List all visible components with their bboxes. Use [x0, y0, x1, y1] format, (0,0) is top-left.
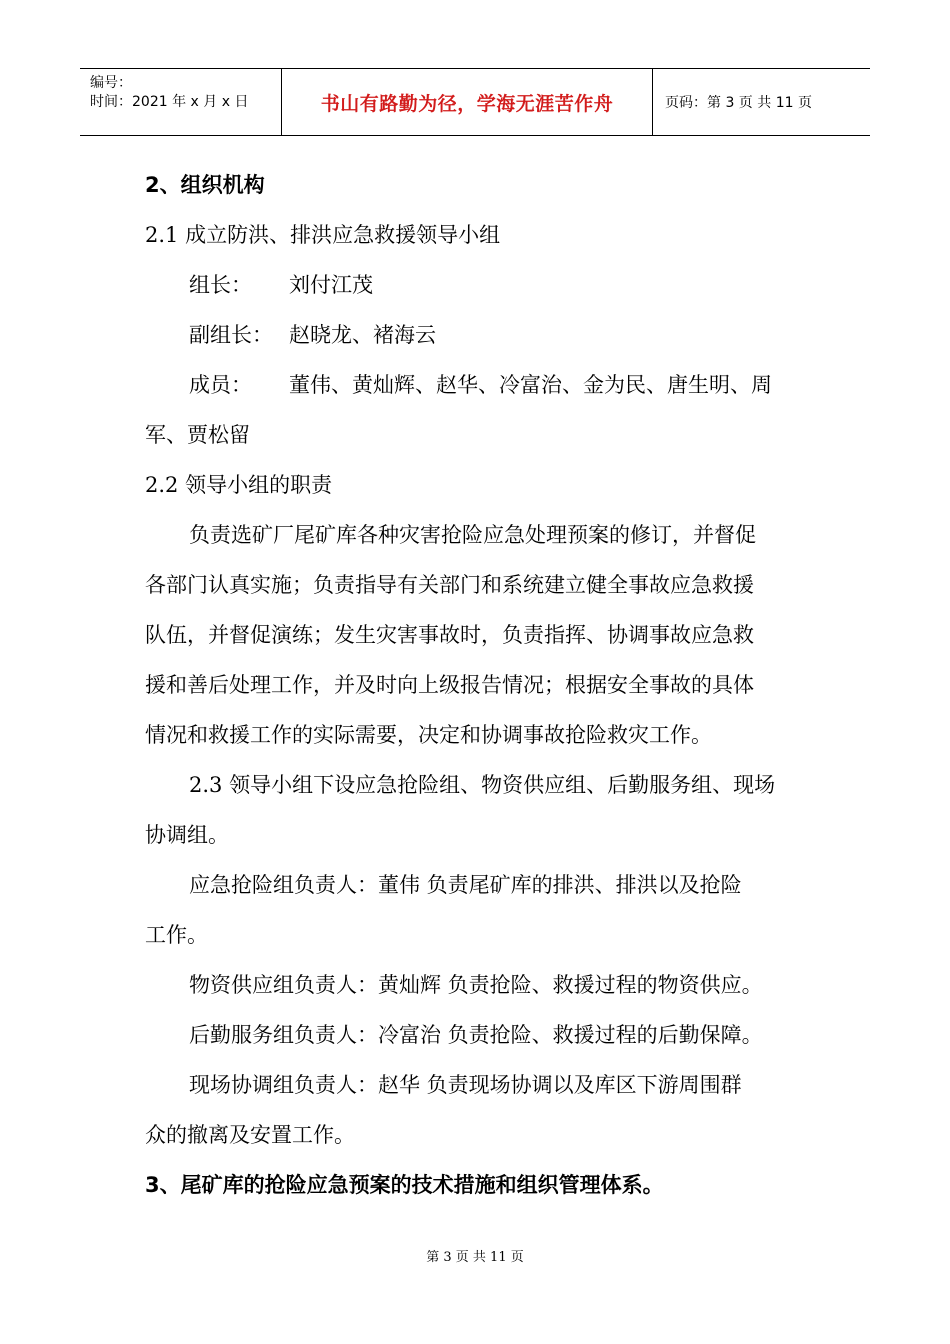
duty-line-3: 队伍，并督促演练；发生灾害事故时，负责指挥、协调事故应急救	[145, 623, 754, 647]
rescue-group-line-2: 工作。	[145, 923, 208, 947]
document-body	[145, 160, 810, 1210]
deputy-value: 赵晓龙、褚海云	[289, 323, 436, 347]
deputy-label: 副组长：	[189, 323, 273, 347]
subsection-2-3-line-1: 2.3 领导小组下设应急抢险组、物资供应组、后勤服务组、现场	[189, 773, 776, 797]
header-page-label: 页码：第 3 页 共 11 页	[665, 95, 812, 111]
deputy-row	[145, 310, 810, 360]
members-value: 董伟、黄灿辉、赵华、冷富治、金为民、唐生明、周	[289, 373, 772, 397]
page-header	[80, 68, 870, 136]
section-2-title: 2、组织机构	[145, 173, 265, 197]
subsection-2-3-line-2: 协调组。	[145, 823, 229, 847]
leader-label: 组长：	[189, 273, 252, 297]
members-continuation: 军、贾松留	[145, 423, 250, 447]
leader-value: 刘付江茂	[289, 273, 373, 297]
coordination-group-line-2: 众的撤离及安置工作。	[145, 1123, 355, 1147]
section-3-title: 3、尾矿库的抢险应急预案的技术措施和组织管理体系。	[145, 1173, 664, 1197]
duty-line-5: 情况和救援工作的实际需要，决定和协调事故抢险救灾工作。	[145, 723, 712, 747]
page-footer: 第 3 页 共 11 页	[426, 1250, 524, 1265]
duty-line-1: 负责选矿厂尾矿库各种灾害抢险应急处理预案的修订，并督促	[189, 523, 756, 547]
members-label: 成员：	[189, 373, 252, 397]
coordination-group-line-1: 现场协调组负责人：赵华 负责现场协调以及库区下游周围群	[189, 1073, 742, 1097]
duty-line-2: 各部门认真实施；负责指导有关部门和系统建立健全事故应急救援	[145, 573, 754, 597]
number-label: 编号：	[90, 75, 132, 91]
logistics-group-line: 后勤服务组负责人：冷富治 负责抢险、救援过程的后勤保障。	[189, 1023, 763, 1047]
subsection-2-2: 2.2 领导小组的职责	[145, 473, 333, 497]
time-label: 时间：2021 年 x 月 x 日	[90, 94, 249, 110]
header-meta	[80, 69, 281, 135]
members-row	[145, 360, 810, 410]
rescue-group-line-1: 应急抢险组负责人：董伟 负责尾矿库的排洪、排洪以及抢险	[189, 873, 742, 897]
supply-group-line: 物资供应组负责人：黄灿辉 负责抢险、救援过程的物资供应。	[189, 973, 763, 997]
header-motto: 书山有路勤为径，学海无涯苦作舟	[281, 69, 653, 135]
duty-line-4: 援和善后处理工作，并及时向上级报告情况；根据安全事故的具体	[145, 673, 754, 697]
subsection-2-1: 2.1 成立防洪、排洪应急救援领导小组	[145, 223, 501, 247]
leader-row	[145, 260, 810, 310]
